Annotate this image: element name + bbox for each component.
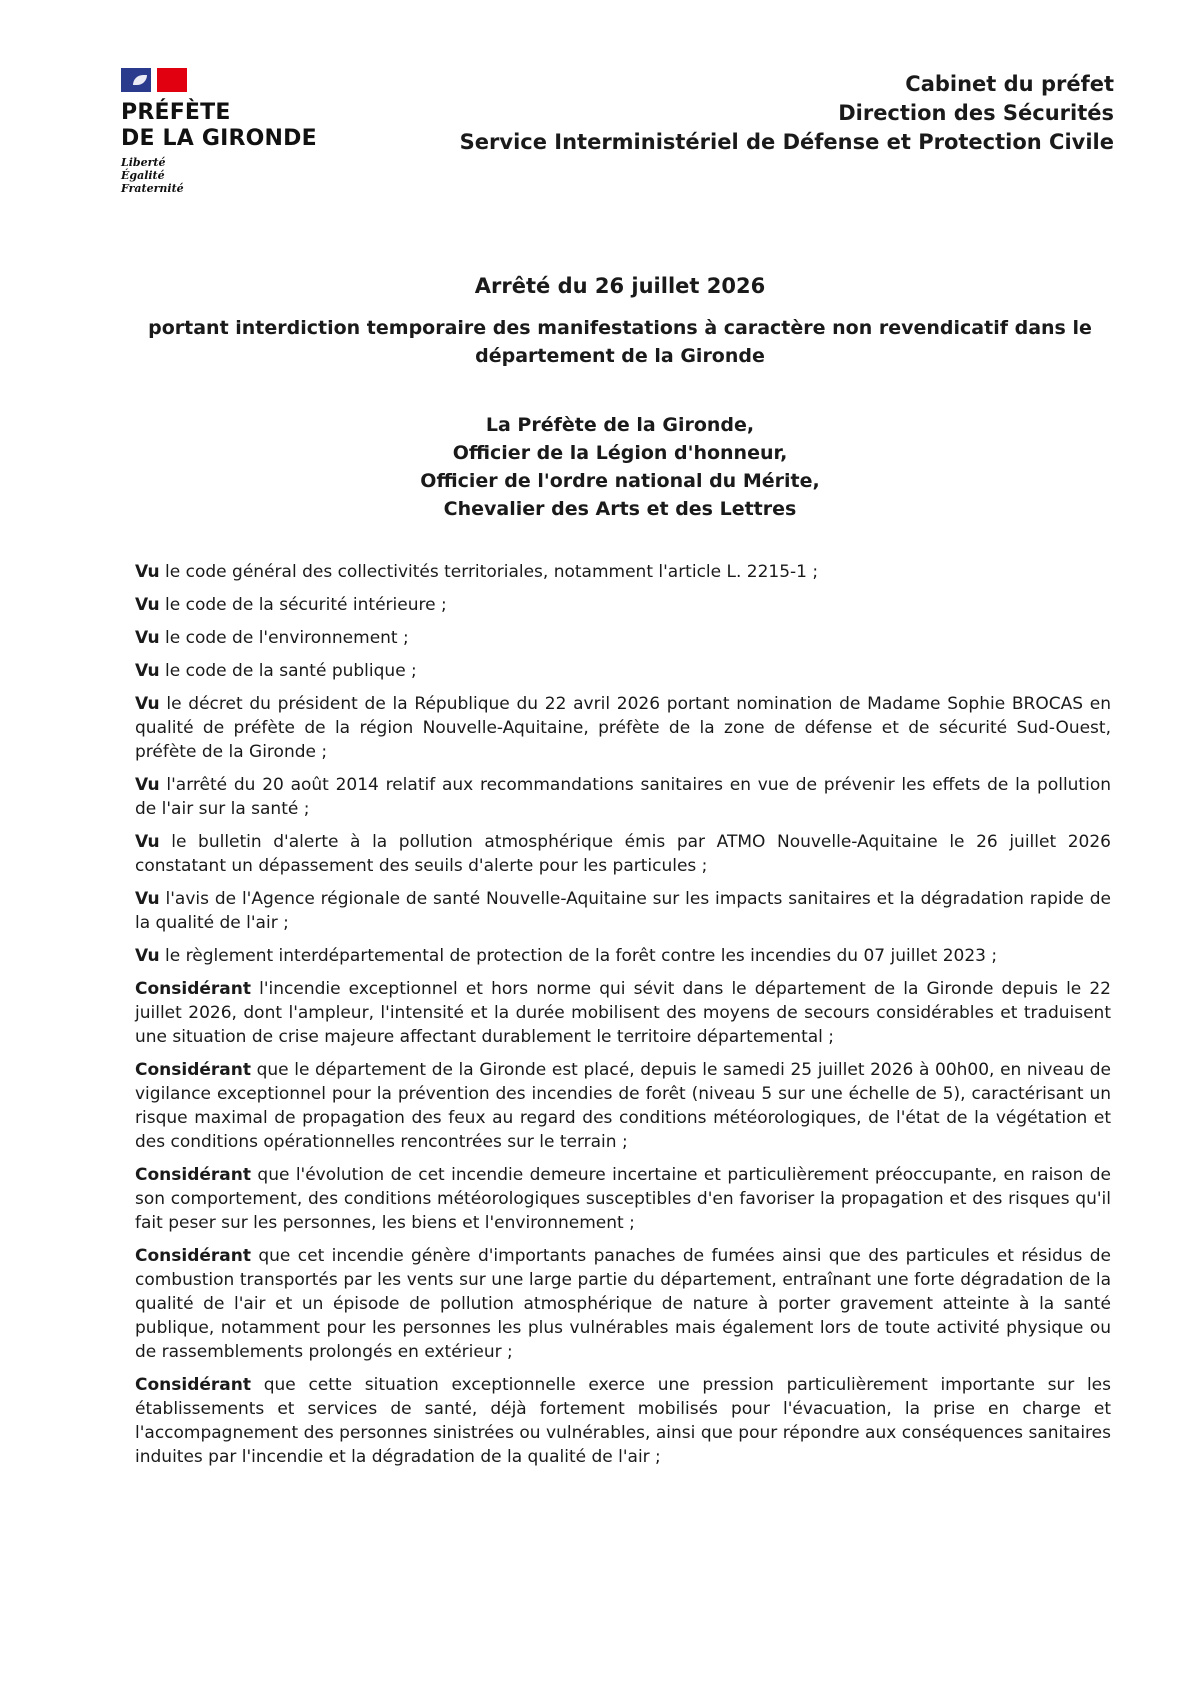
paragraph-text: le bulletin d'alerte à la pollution atmosphérique émis par ATMO Nouvelle-Aquitaine le 26 juillet 2026 constatant un dépassement des seuils d'alerte pour les particules ; bbox=[135, 832, 1111, 876]
visa-paragraph bbox=[135, 887, 1111, 935]
considerant-paragraph bbox=[135, 1244, 1111, 1364]
paragraph-text: l'incendie exceptionnel et hors norme qui sévit dans le département de la Gironde depuis le 22 juillet 2026, dont l'ampleur, l'intensité et la durée mobilisent des moyens de secours considérables et traduisent une situation de crise majeure affectant durablement le territoire départemental ; bbox=[135, 979, 1111, 1047]
paragraph-text: que cette situation exceptionnelle exerce une pression particulièrement importante sur les établissements et services de santé, déjà fortement mobilisés pour l'évacuation, la prise en charge et l'accompagnement des personnes sinistrées ou vulnérables, ainsi que pour répondre aux conséquences sanitaires induites par l'incendie et la dégradation de la qualité de l'air ; bbox=[135, 1375, 1111, 1467]
considerant-paragraph bbox=[135, 1373, 1111, 1469]
paragraph-keyword: Vu bbox=[135, 694, 160, 714]
paragraph-text: l'arrêté du 20 août 2014 relatif aux recommandations sanitaires en vue de prévenir les effets de la pollution de l'air sur la santé ; bbox=[135, 775, 1111, 819]
signatory-line-3: Officier de l'ordre national du Mérite, bbox=[420, 470, 820, 492]
signatory-line-4: Chevalier des Arts et des Lettres bbox=[443, 498, 797, 520]
header-line-service: Service Interministériel de Défense et Protection Civile bbox=[459, 130, 1114, 154]
paragraph-keyword: Vu bbox=[135, 661, 160, 681]
paragraph-keyword: Vu bbox=[135, 832, 160, 852]
motto-liberte: Liberté bbox=[121, 156, 166, 169]
issuing-service bbox=[460, 70, 1114, 157]
paragraph-keyword: Vu bbox=[135, 562, 160, 582]
paragraph-text: que l'évolution de cet incendie demeure incertaine et particulièrement préoccupante, en raison de son comportement, des conditions météorologiques susceptibles d'en favoriser la propagation et des risques qu'il fait peser sur les personnes, les biens et l'environnement ; bbox=[135, 1165, 1111, 1233]
visa-paragraph bbox=[135, 593, 1111, 617]
paragraph-keyword: Considérant bbox=[135, 979, 251, 999]
logo-line-2: DE LA GIRONDE bbox=[121, 126, 317, 151]
paragraph-text: le code général des collectivités territoriales, notamment l'article L. 2215-1 ; bbox=[159, 562, 819, 582]
marianne-flag-icon bbox=[121, 68, 187, 92]
paragraph-keyword: Considérant bbox=[135, 1060, 251, 1080]
paragraph-text: le code de la santé publique ; bbox=[159, 661, 417, 681]
paragraph-keyword: Vu bbox=[135, 775, 160, 795]
prefecture-logo bbox=[121, 68, 361, 195]
visa-paragraph bbox=[135, 626, 1111, 650]
signatory-block bbox=[0, 411, 1200, 523]
motto-egalite: Égalité bbox=[121, 169, 165, 182]
visa-paragraph bbox=[135, 560, 1111, 584]
visa-paragraph bbox=[135, 830, 1111, 878]
signatory-line-1: La Préfète de la Gironde, bbox=[485, 414, 755, 436]
considerant-paragraph bbox=[135, 1058, 1111, 1154]
paragraph-keyword: Vu bbox=[135, 946, 160, 966]
logo-line-1: PRÉFÈTE bbox=[121, 100, 231, 125]
motto-fraternite: Fraternité bbox=[121, 182, 184, 195]
paragraph-keyword: Considérant bbox=[135, 1165, 251, 1185]
paragraph-text: l'avis de l'Agence régionale de santé Nouvelle-Aquitaine sur les impacts sanitaires et la dégradation rapide de la qualité de l'air ; bbox=[135, 889, 1111, 933]
paragraph-keyword: Considérant bbox=[135, 1375, 251, 1395]
signatory-line-2: Officier de la Légion d'honneur, bbox=[452, 442, 788, 464]
paragraph-keyword: Vu bbox=[135, 628, 160, 648]
paragraph-keyword: Vu bbox=[135, 595, 160, 615]
visa-paragraph bbox=[135, 659, 1111, 683]
logo-motto bbox=[121, 156, 361, 195]
considerant-paragraph bbox=[135, 1163, 1111, 1235]
paragraph-text: le règlement interdépartemental de protection de la forêt contre les incendies du 07 juillet 2023 ; bbox=[159, 946, 998, 966]
paragraph-keyword: Vu bbox=[135, 889, 160, 909]
paragraph-text: le décret du président de la République du 22 avril 2026 portant nomination de Madame Sophie BROCAS en qualité de préfète de la région Nouvelle-Aquitaine, préfète de la zone de défense et de sécurité Sud-Ouest, préfète de la Gironde ; bbox=[135, 694, 1111, 762]
decree-title: Arrêté du 26 juillet 2026 bbox=[474, 274, 766, 298]
paragraph-keyword: Considérant bbox=[135, 1246, 251, 1266]
visa-paragraph bbox=[135, 944, 1111, 968]
paragraph-text: que cet incendie génère d'importants panaches de fumées ainsi que des particules et résidus de combustion transportés par les vents sur une large partie du département, entraînant une forte dégradation de la qualité de l'air et un épisode de pollution atmosphérique de nature à porter gravement atteinte à la santé publique, notamment pour les personnes les plus vulnérables mais également lors de toute activité physique ou de rassemblements prolongés en extérieur ; bbox=[135, 1246, 1111, 1362]
header-line-direction: Direction des Sécurités bbox=[838, 101, 1114, 125]
paragraph-text: le code de la sécurité intérieure ; bbox=[159, 595, 447, 615]
paragraph-text: le code de l'environnement ; bbox=[159, 628, 409, 648]
header-line-cabinet: Cabinet du préfet bbox=[905, 72, 1114, 96]
decree-subtitle: portant interdiction temporaire des manifestations à caractère non revendicatif dans le département de la Gironde bbox=[148, 317, 1092, 367]
decree-body bbox=[135, 560, 1111, 1478]
visa-paragraph bbox=[135, 773, 1111, 821]
visa-paragraph bbox=[135, 692, 1111, 764]
paragraph-text: que le département de la Gironde est placé, depuis le samedi 25 juillet 2026 à 00h00, en niveau de vigilance exceptionnel pour la prévention des incendies de forêt (niveau 5 sur une échelle de 5), caractérisant un risque maximal de propagation des feux au regard des conditions météorologiques, de l'état de la végétation et des conditions opérationnelles rencontrées sur le terrain ; bbox=[135, 1060, 1111, 1152]
considerant-paragraph bbox=[135, 977, 1111, 1049]
